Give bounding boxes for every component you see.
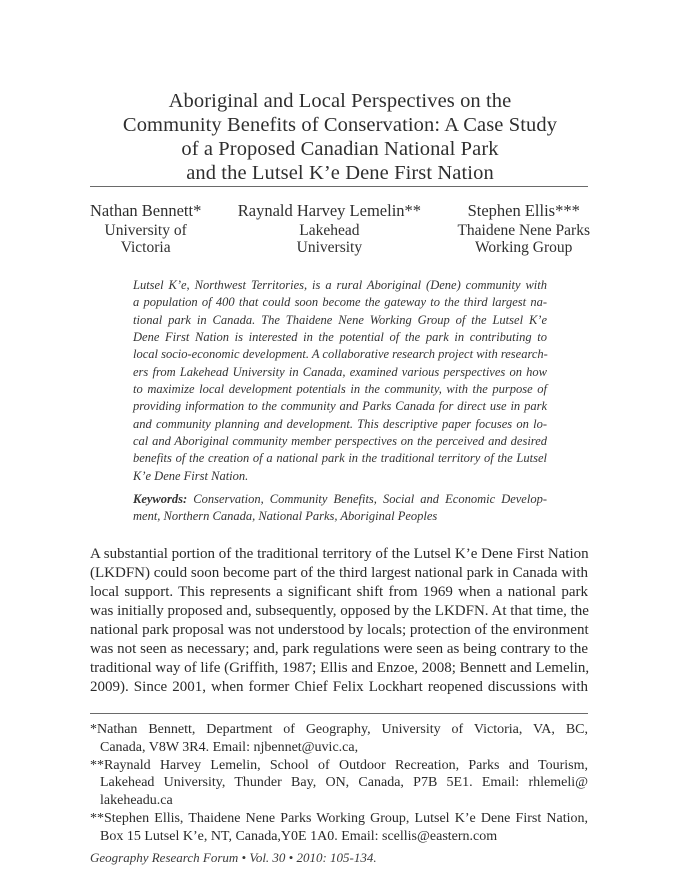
author-affiliation: Working Group [475,238,573,256]
title-line: and the Lutsel K’e Dene First Nation [186,162,494,184]
footnote-divider [90,713,588,714]
body-line: (LKDFN) could soon become part of the third largest national park in Canada with [90,565,588,582]
abstract-line: to maximize local development potentials in the community, with the purpose of [133,382,547,397]
abstract-line: local socio-economic development. A collaborative research project with research- [133,347,548,362]
abstract-line: Lutsel K’e, Northwest Territories, is a rural Aboriginal (Dene) community with [133,278,547,292]
footnote-line: **Stephen Ellis, Thaidene Nene Parks Working Group, Lutsel K’e Dene First Nation, [90,810,588,826]
footnote-line: lakeheadu.ca [100,793,173,809]
abstract-line: tional park in Canada. The Thaidene Nene Working Group of the Lutsel K’e [133,312,547,327]
footnote-line: *Nathan Bennett, Department of Geography, University of Victoria, VA, BC, [90,722,588,737]
title-line: Aboriginal and Local Perspectives on the [168,90,512,112]
abstract [133,277,547,485]
abstract-line: cal and Aboriginal community member perspectives on the perceived and desired [133,434,547,449]
paper-title [90,89,590,185]
keywords-text: Conservation, Community Benefits, Social and Economic Develop- [187,492,547,506]
abstract-line: K’e Dene First Nation. [133,468,249,483]
keywords [133,491,547,526]
author-bennett [90,202,201,256]
title-line: of a Proposed Canadian National Park [181,138,499,160]
body-line: 2009). Since 2001, when former Chief Felix Lockhart reopened discussions with [90,679,588,696]
footnote-line: Canada, V8W 3R4. Email: njbennet@uvic.ca, [100,739,359,755]
keywords-label: Keywords: [133,492,188,506]
keywords-line [133,491,547,508]
author-affiliation: University of [104,222,187,239]
author-lemelin [238,202,421,256]
author-ellis [457,202,590,256]
author-name: Raynald Harvey Lemelin** [237,201,422,220]
author-affiliation: University [296,238,363,256]
abstract-line: and community planning and development. This descriptive paper focuses on lo- [133,416,547,431]
abstract-line: providing information to the community and Parks Canada for direct use in park [133,399,547,414]
abstract-line: ers from Lakehead University in Canada, examined various perspectives on how [133,364,547,379]
author-list [90,202,590,256]
abstract-line: benefits of the creation of a national park in the traditional territory of the Lutsel [133,451,547,466]
body-line: was initially proposed and, subsequently, opposed by the LKDFN. At that time, the [90,603,589,620]
author-affiliation: Lakehead [299,222,360,239]
abstract-line: a population of 400 that could soon become the gateway to the third largest na- [133,295,547,310]
footnote-line: Box 15 Lutsel K’e, NT, Canada,Y0E 1A0. Email: scellis@eastern.com [100,828,498,844]
author-affiliation: Victoria [120,238,171,256]
body-line: local support. This represents a significant shift from 1969 when a national park [90,584,588,601]
author-affiliation: Thaidene Nene Parks [457,222,590,239]
footnote-line: **Raynald Harvey Lemelin, School of Outdoor Recreation, Parks and Tourism, [90,757,588,773]
body-line: A substantial portion of the traditional territory of the Lutsel K’e Dene First Nation [90,546,589,562]
title-line: Community Benefits of Conservation: A Case Study [122,114,558,136]
body-line: was not seen as necessary; and, park regulations were seen as being contrary to the [90,641,588,658]
author-name: Stephen Ellis*** [467,201,580,220]
author-name: Nathan Bennett* [90,201,202,220]
keywords-line: ment, Northern Canada, National Parks, Aboriginal Peoples [133,509,438,524]
body-text [90,545,588,697]
footnote-line: Lakehead University, Thunder Bay, ON, Canada, P7B 5E1. Email: rhlemeli@ [100,775,588,791]
body-line: traditional way of life (Griffith, 1987; Ellis and Enzoe, 2008; Bennett and Lemelin, [90,660,590,677]
title-divider [90,186,588,187]
abstract-line: Dene First Nation is interested in the potential of the park in contributing to [133,330,547,345]
body-line: national park proposal was not understood by locals; protection of the environment [90,622,589,639]
footnotes [90,721,588,846]
journal-citation: Geography Research Forum • Vol. 30 • 2010: 105-134. [90,850,377,865]
